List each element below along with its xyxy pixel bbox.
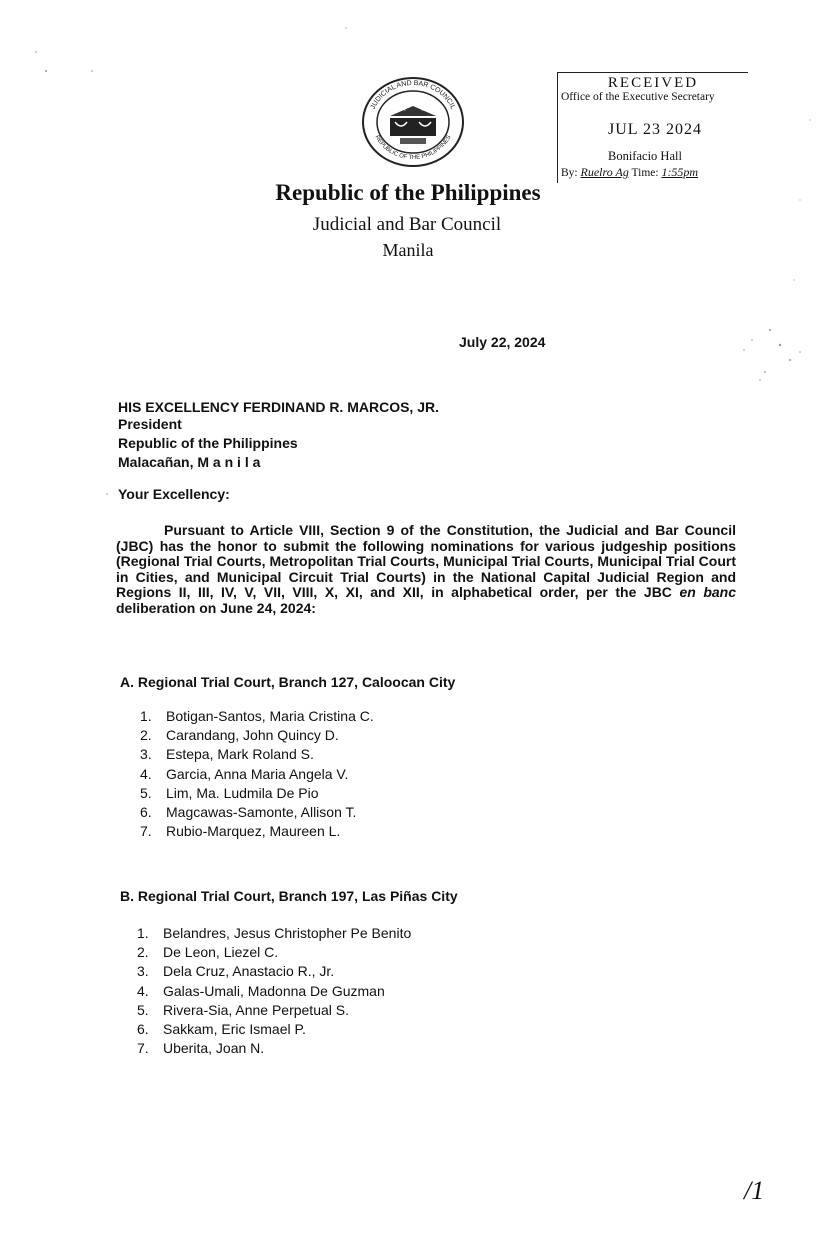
stamp-time-label: Time: (631, 167, 659, 179)
svg-text:★: ★ (400, 104, 408, 113)
stamp-by-signature: Ruelro Ag (580, 165, 629, 179)
addressee-name: HIS EXCELLENCY FERDINAND R. MARCOS, JR. (118, 399, 439, 415)
header-city: Manila (382, 240, 434, 260)
letter-date: July 22, 2024 (459, 334, 546, 350)
stamp-place: Bonifacio Hall (608, 149, 682, 163)
list-item: 2. Carandang, John Quincy D. (140, 727, 339, 744)
handwritten-page-mark: /1 (744, 1176, 765, 1205)
list-item: 7. Rubio-Marquez, Maureen L. (140, 823, 341, 840)
list-item: 5. Lim, Ma. Ludmila De Pio (140, 784, 319, 801)
list-item: 7. Uberita, Joan N. (137, 1040, 265, 1057)
stamp-by-line (561, 165, 698, 180)
salutation: Your Excellency: (118, 486, 230, 502)
list-item: 4. Galas-Umali, Madonna De Guzman (137, 982, 385, 999)
nominee-list-b (137, 924, 411, 1058)
list-item: 2. De Leon, Liezel C. (137, 944, 279, 961)
stamp-office: Office of the Executive Secretary (561, 91, 715, 103)
stamp-time-value: 1:55pm (661, 165, 699, 179)
section-heading-a: A. Regional Trial Court, Branch 127, Caloocan City (120, 674, 456, 690)
list-item: 6. Magcawas-Samonte, Allison T. (140, 804, 357, 821)
list-item: 4. Garcia, Anna Maria Angela V. (140, 765, 349, 782)
header-council: Judicial and Bar Council (312, 214, 502, 235)
body-paragraph (116, 523, 736, 616)
stamp-title: RECEIVED (607, 75, 699, 91)
header-republic: Republic of the Philippines (275, 180, 541, 205)
body-paragraph-text: Pursuant to Article VIII, Section 9 of the Constitution, the Judicial and Bar Council (JBC) has the honor to submit the following nominations for various judgeship positions (Regional Trial Courts, Metropolitan Trial Courts, Municipal Trial Courts, Municipal Trial Court in Cities, and Municipal Circuit Trial Courts) in the National Capital Judicial Region and Regions II, III, IV, V, VII, VIII, X, XI, and XII, in alphabetical order, per the JBC (116, 522, 736, 600)
list-item: 1. Belandres, Jesus Christopher Pe Benito (137, 925, 412, 941)
list-item: 1. Botigan-Santos, Maria Cristina C. (140, 708, 374, 724)
body-paragraph-text-end: deliberation on June 24, 2024: (116, 599, 316, 616)
stamp-by-label: By: (561, 167, 578, 179)
addressee-location: Malacañan, M a n i l a (118, 454, 261, 470)
list-item: 3. Dela Cruz, Anastacio R., Jr. (137, 963, 335, 980)
seal-text-bottom: REPUBLIC OF THE PHILIPPINES (373, 134, 453, 162)
seal-text-top: JUDICIAL AND BAR COUNCIL (369, 79, 457, 111)
stamp-date: JUL 23 2024 (608, 121, 702, 138)
jbc-seal-logo (360, 76, 466, 168)
list-item: 5. Rivera-Sia, Anne Perpetual S. (137, 1001, 349, 1018)
section-heading-b: B. Regional Trial Court, Branch 197, Las Piñas City (120, 888, 458, 904)
received-stamp (557, 72, 748, 183)
addressee-office: Republic of the Philippines (118, 435, 298, 451)
addressee-title: President (118, 416, 182, 432)
list-item: 3. Estepa, Mark Roland S. (140, 746, 314, 763)
body-paragraph-emphasis: en banc (679, 584, 736, 600)
svg-text:★: ★ (420, 104, 428, 113)
list-item: 6. Sakkam, Eric Ismael P. (137, 1021, 306, 1038)
nominee-list-a (140, 707, 374, 841)
